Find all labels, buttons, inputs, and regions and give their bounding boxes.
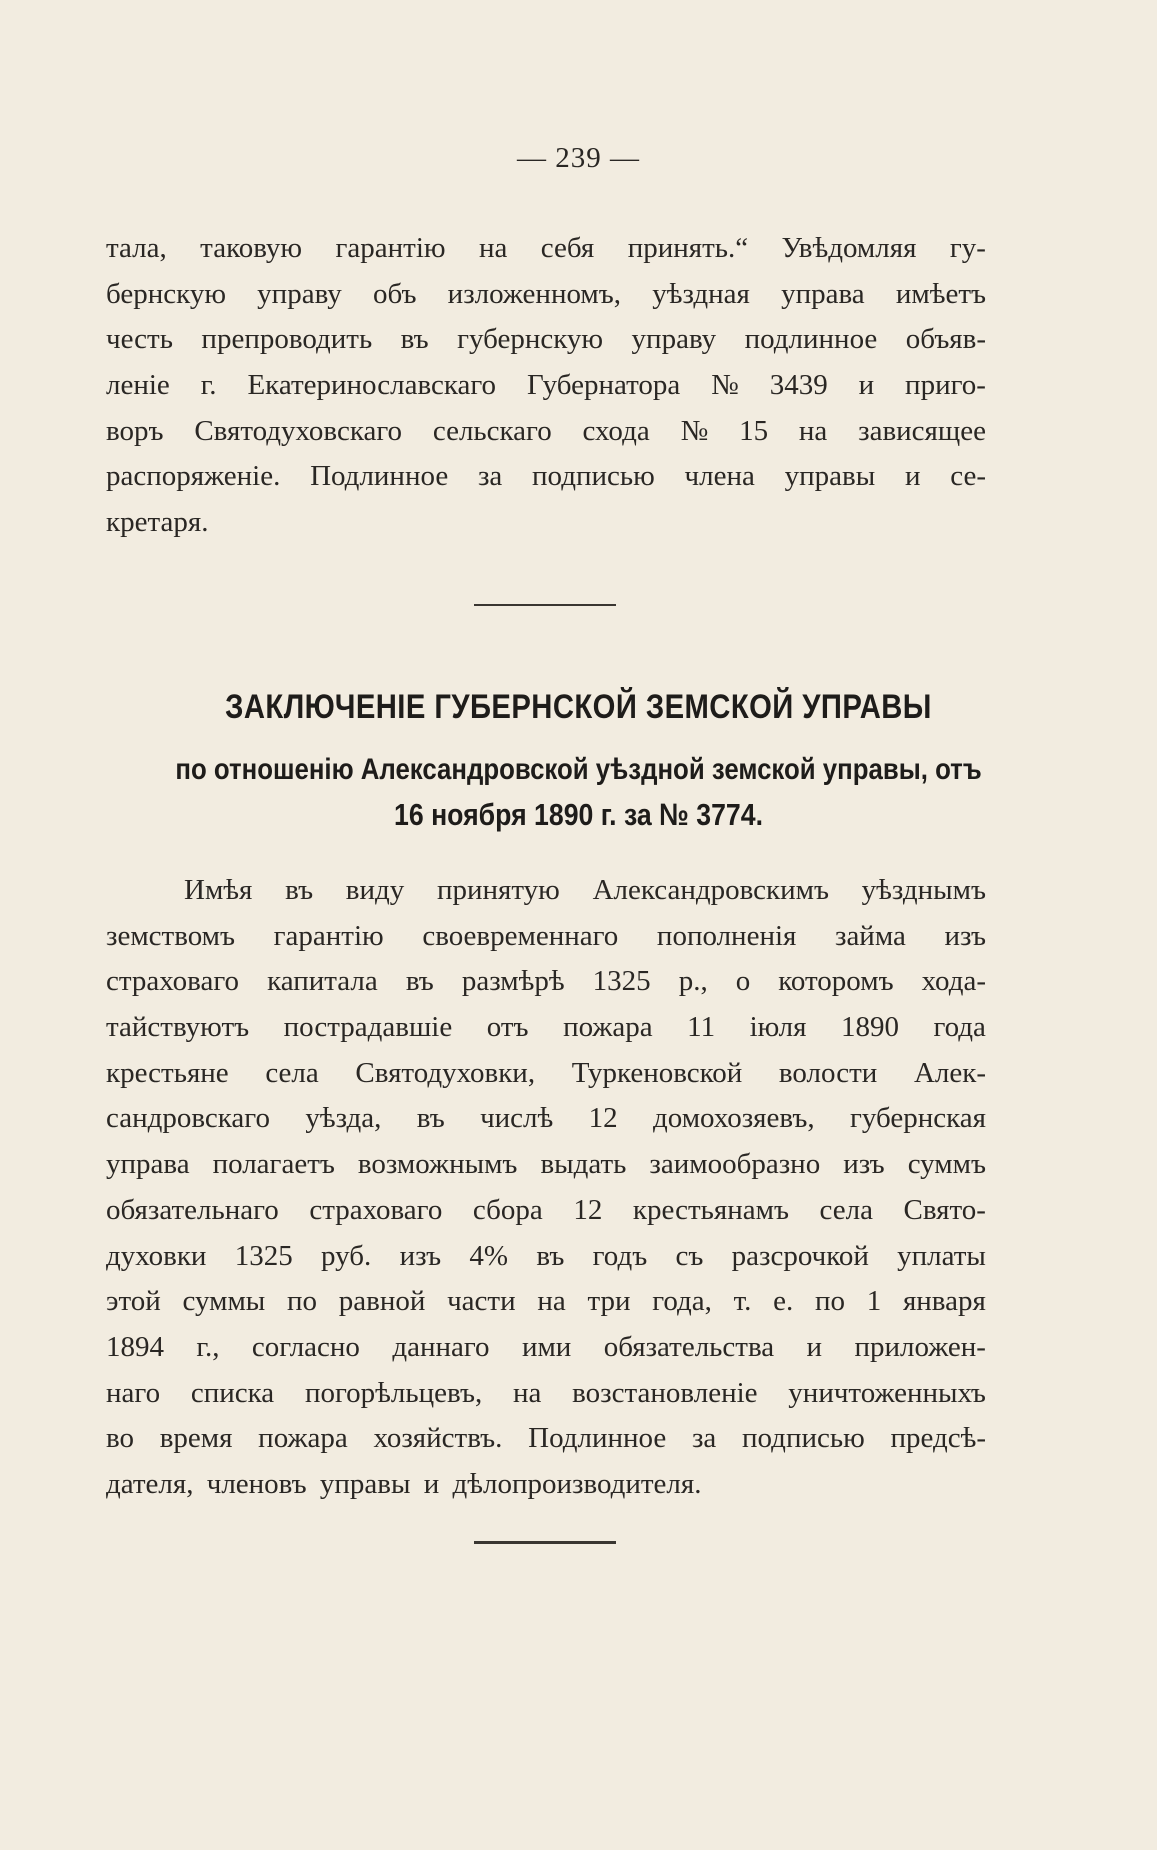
word: страховаго xyxy=(106,965,240,998)
word: согласно xyxy=(251,1330,360,1363)
word: Святодуховскаго xyxy=(194,414,403,447)
word: изъ xyxy=(399,1239,442,1272)
word: № xyxy=(680,414,709,447)
word: займа xyxy=(834,919,906,952)
word: леніе xyxy=(106,369,170,402)
word: изъ xyxy=(944,919,986,952)
word: числѣ xyxy=(480,1102,554,1135)
section-divider xyxy=(474,604,616,606)
word: гарантію xyxy=(335,232,446,264)
word: Алек- xyxy=(913,1056,986,1089)
word: гу- xyxy=(949,232,986,264)
word: которомъ xyxy=(778,965,894,998)
word: Екатеринославскаго xyxy=(247,369,497,402)
word: е. xyxy=(773,1285,794,1318)
word: 12 xyxy=(573,1193,603,1226)
word: 1325 xyxy=(234,1239,293,1272)
word: Александровскимъ xyxy=(592,874,829,906)
word: 1 xyxy=(866,1285,882,1318)
page-number: — 239 — xyxy=(517,142,640,174)
word: домохозяевъ, xyxy=(653,1102,815,1135)
word: Свято- xyxy=(903,1193,986,1226)
end-divider xyxy=(474,1541,616,1544)
word: управу xyxy=(257,277,342,310)
text-line xyxy=(106,1279,986,1325)
word: полагаетъ xyxy=(212,1148,335,1181)
word: и xyxy=(806,1330,823,1363)
word: управу xyxy=(631,323,717,356)
word: списка xyxy=(190,1376,275,1409)
word: и xyxy=(858,369,875,402)
word: въ xyxy=(405,965,434,998)
word: препроводить xyxy=(201,323,373,356)
word: на xyxy=(537,1285,566,1318)
word: хода- xyxy=(921,965,986,998)
word: т. xyxy=(733,1285,752,1318)
text-line xyxy=(106,1416,986,1462)
word: принять.“ xyxy=(627,232,749,264)
word: 15 xyxy=(739,414,769,447)
word: уплаты xyxy=(897,1239,986,1272)
word: управа xyxy=(781,277,865,310)
text-line: кретаря. xyxy=(106,506,209,539)
word: объяв- xyxy=(905,323,986,356)
word: тайствуютъ xyxy=(106,1011,250,1044)
word: 12 xyxy=(588,1102,618,1135)
word: себя xyxy=(540,232,595,264)
word: подписью xyxy=(742,1422,865,1455)
text-line xyxy=(106,1142,986,1188)
section-subtitle-line-2: 16 ноября 1890 г. за № 3774. xyxy=(394,797,763,832)
word: управы xyxy=(784,460,876,493)
word: сбора xyxy=(472,1193,543,1226)
paragraph-continuation xyxy=(106,226,986,546)
text-line xyxy=(106,272,986,318)
word: изложенномъ, xyxy=(447,277,622,310)
text-line xyxy=(106,409,986,455)
word: годъ xyxy=(592,1239,648,1272)
text-line xyxy=(106,317,986,363)
section-subtitle-line-1: по отношенію Александровской уѣздной земской управы, отъ xyxy=(175,753,982,786)
text-line: дателя, членовъ управы и дѣлопроизводителя. xyxy=(106,1467,702,1500)
word: размѣрѣ xyxy=(461,965,565,998)
word: пожара xyxy=(258,1422,348,1455)
word: схода xyxy=(582,414,650,447)
word: уѣздная xyxy=(652,277,750,310)
word: возможнымъ xyxy=(357,1148,518,1181)
word: 1894 xyxy=(106,1330,164,1363)
word: гарантію xyxy=(273,919,384,952)
word: пополненія xyxy=(656,919,797,952)
word: г., xyxy=(196,1330,220,1363)
word: наго xyxy=(106,1376,161,1409)
word: распоряженіе. xyxy=(106,460,281,493)
word: приго- xyxy=(905,369,986,402)
word: въ xyxy=(400,323,429,356)
word: суммъ xyxy=(907,1148,986,1181)
word: своевременнаго xyxy=(422,919,619,952)
word: объ xyxy=(372,277,417,310)
word: хозяйствъ. xyxy=(373,1422,503,1455)
text-line xyxy=(106,1371,986,1417)
word: выдать xyxy=(540,1148,627,1181)
word: члена xyxy=(684,460,755,493)
word: духовки xyxy=(106,1239,207,1272)
word: Туркеновской xyxy=(571,1056,743,1089)
text-line xyxy=(106,868,986,914)
text-line xyxy=(106,1051,986,1097)
text-line xyxy=(106,1325,986,1371)
word: о xyxy=(735,965,751,998)
word: честь xyxy=(106,323,173,356)
text-line xyxy=(106,363,986,409)
word: по xyxy=(814,1285,845,1318)
word: на xyxy=(512,1376,542,1409)
word: равной xyxy=(338,1285,426,1318)
section-title: ЗАКЛЮЧЕНІЕ ГУБЕРНСКОЙ ЗЕМСКОЙ УПРАВЫ xyxy=(225,688,932,726)
paragraph-conclusion xyxy=(106,868,986,1508)
word: въ xyxy=(536,1239,565,1272)
word: пострадавшіе xyxy=(283,1011,453,1044)
word: ими xyxy=(521,1330,572,1363)
word: въ xyxy=(416,1102,445,1135)
word: принятую xyxy=(436,874,560,906)
word: года xyxy=(933,1011,986,1044)
word: обязательнаго xyxy=(106,1193,279,1226)
word: Губернатора xyxy=(526,369,681,402)
word: іюля xyxy=(749,1011,807,1044)
word: разсрочкой xyxy=(731,1239,869,1272)
word: р., xyxy=(678,965,708,998)
word: погорѣльцевъ, xyxy=(304,1376,483,1409)
text-line xyxy=(106,1188,986,1234)
text-line xyxy=(106,1096,986,1142)
word: капитала xyxy=(267,965,378,998)
word: таковую xyxy=(200,232,303,264)
text-line xyxy=(106,1234,986,1280)
word: пожара xyxy=(563,1011,653,1044)
word: уѣзда, xyxy=(305,1102,382,1135)
word: даннаго xyxy=(392,1330,490,1363)
word: волости xyxy=(778,1056,878,1089)
word: года, xyxy=(652,1285,712,1318)
text-line xyxy=(106,226,986,272)
word: уничтоженныхъ xyxy=(788,1376,986,1409)
word: съ xyxy=(675,1239,704,1272)
word: воръ xyxy=(106,414,164,447)
word: губернскую xyxy=(457,323,604,356)
word: тала, xyxy=(106,232,167,264)
word: губернская xyxy=(849,1102,986,1135)
word: обязательства xyxy=(603,1330,775,1363)
word: за xyxy=(691,1422,717,1455)
word: 3439 xyxy=(769,369,828,402)
word: на xyxy=(798,414,828,447)
word: се- xyxy=(950,460,986,493)
word: земствомъ xyxy=(106,919,236,952)
word: по xyxy=(287,1285,318,1318)
word: крестьяне xyxy=(106,1056,229,1089)
word: 4% xyxy=(469,1239,509,1272)
word: бернскую xyxy=(106,277,226,310)
word: виду xyxy=(345,874,405,906)
word: и xyxy=(904,460,921,493)
word: приложен- xyxy=(854,1330,986,1363)
text-line xyxy=(106,454,986,500)
word: за xyxy=(477,460,503,493)
word: возстановленіе xyxy=(572,1376,758,1409)
text-line xyxy=(106,914,986,960)
word: Святодуховки, xyxy=(355,1056,536,1089)
word: отъ xyxy=(486,1011,529,1044)
word: управа xyxy=(106,1148,190,1181)
word: три xyxy=(587,1285,631,1318)
word: Подлинное xyxy=(528,1422,667,1455)
word: заимообразно xyxy=(649,1148,821,1181)
word: сельскаго xyxy=(432,414,552,447)
word: № xyxy=(711,369,739,402)
word: суммы xyxy=(182,1285,266,1318)
word: части xyxy=(447,1285,516,1318)
word: этой xyxy=(106,1285,161,1318)
word: Подлинное xyxy=(310,460,449,493)
word: страховаго xyxy=(309,1193,443,1226)
word: уѣзднымъ xyxy=(861,874,986,906)
word: 11 xyxy=(687,1011,716,1044)
word: на xyxy=(478,232,508,264)
word: 1325 xyxy=(592,965,651,998)
word: Увѣдомляя xyxy=(781,232,917,264)
text-line xyxy=(106,959,986,1005)
word: изъ xyxy=(843,1148,885,1181)
word: крестьянамъ xyxy=(632,1193,789,1226)
word: руб. xyxy=(321,1239,372,1272)
word: предсѣ- xyxy=(890,1422,986,1455)
word: имѣетъ xyxy=(895,277,986,310)
word: во xyxy=(106,1422,134,1455)
word: г. xyxy=(200,369,217,402)
word: въ xyxy=(285,874,314,906)
word: села xyxy=(265,1056,319,1089)
word: время xyxy=(159,1422,233,1455)
text-line xyxy=(106,1005,986,1051)
word: подписью xyxy=(532,460,655,493)
word: сандровскаго xyxy=(106,1102,270,1135)
word: Имѣя xyxy=(184,874,253,906)
word: села xyxy=(819,1193,873,1226)
word: зависящее xyxy=(858,414,986,447)
word: 1890 xyxy=(840,1011,899,1044)
word: подлинное xyxy=(744,323,878,356)
word: января xyxy=(902,1285,986,1318)
